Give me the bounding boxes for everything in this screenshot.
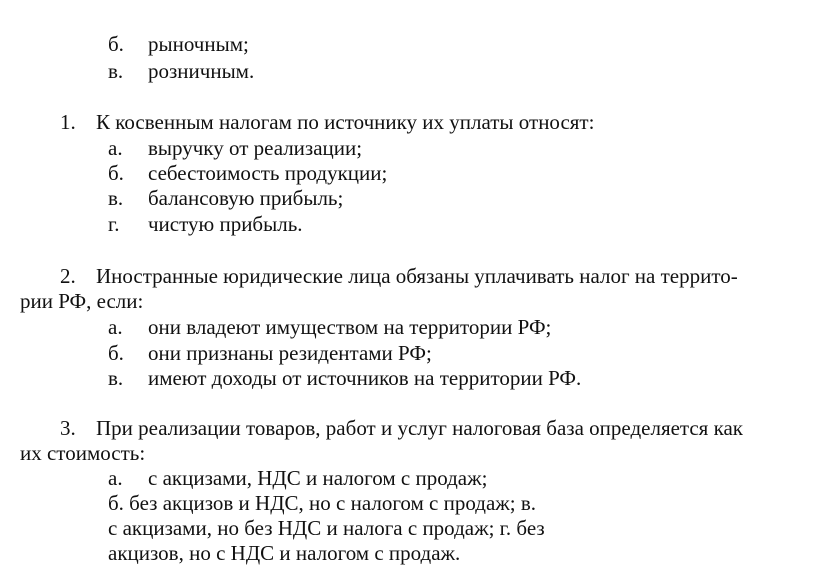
question-text-line-2: их стоимость: bbox=[20, 441, 146, 465]
option-marker: в. bbox=[108, 186, 124, 210]
question-number: 3. bbox=[60, 416, 76, 440]
option-text: балансовую прибыль; bbox=[148, 186, 344, 210]
option-run-line-1: б. без акцизов и НДС, но с налогом с продаж; в. bbox=[108, 491, 537, 515]
option-text: рыночным; bbox=[148, 32, 249, 56]
option-text: розничным. bbox=[148, 59, 255, 83]
option-text: выручку от реализации; bbox=[148, 136, 363, 160]
question-text-line-2: рии РФ, если: bbox=[20, 289, 144, 313]
option-marker: б. bbox=[108, 32, 124, 56]
question-text-line-1: Иностранные юридические лица обязаны уплачивать налог на террито- bbox=[96, 264, 738, 288]
question-number: 1. bbox=[60, 110, 76, 134]
option-marker: г. bbox=[108, 212, 120, 236]
option-text: чистую прибыль. bbox=[148, 212, 303, 236]
option-run-line-3: акцизов, но с НДС и налогом с продаж. bbox=[108, 541, 461, 565]
question-text-line-1: При реализации товаров, работ и услуг налоговая база определяется как bbox=[96, 416, 743, 440]
option-marker: б. bbox=[108, 161, 124, 185]
option-text: они признаны резидентами РФ; bbox=[148, 341, 432, 365]
option-marker: а. bbox=[108, 466, 123, 490]
option-marker: б. bbox=[108, 341, 124, 365]
option-marker: в. bbox=[108, 59, 124, 83]
option-text: они владеют имуществом на территории РФ; bbox=[148, 315, 552, 339]
question-number: 2. bbox=[60, 264, 76, 288]
option-run-line-2: с акцизами, но без НДС и налога с продаж; г. без bbox=[108, 516, 545, 540]
question-text: К косвенным налогам по источнику их уплаты относят: bbox=[96, 110, 595, 134]
option-text: имеют доходы от источников на территории РФ. bbox=[148, 366, 582, 390]
option-text: с акцизами, НДС и налогом с продаж; bbox=[148, 466, 488, 490]
option-marker: а. bbox=[108, 315, 123, 339]
option-marker: а. bbox=[108, 136, 123, 160]
option-text: себестоимость продукции; bbox=[148, 161, 388, 185]
option-marker: в. bbox=[108, 366, 124, 390]
